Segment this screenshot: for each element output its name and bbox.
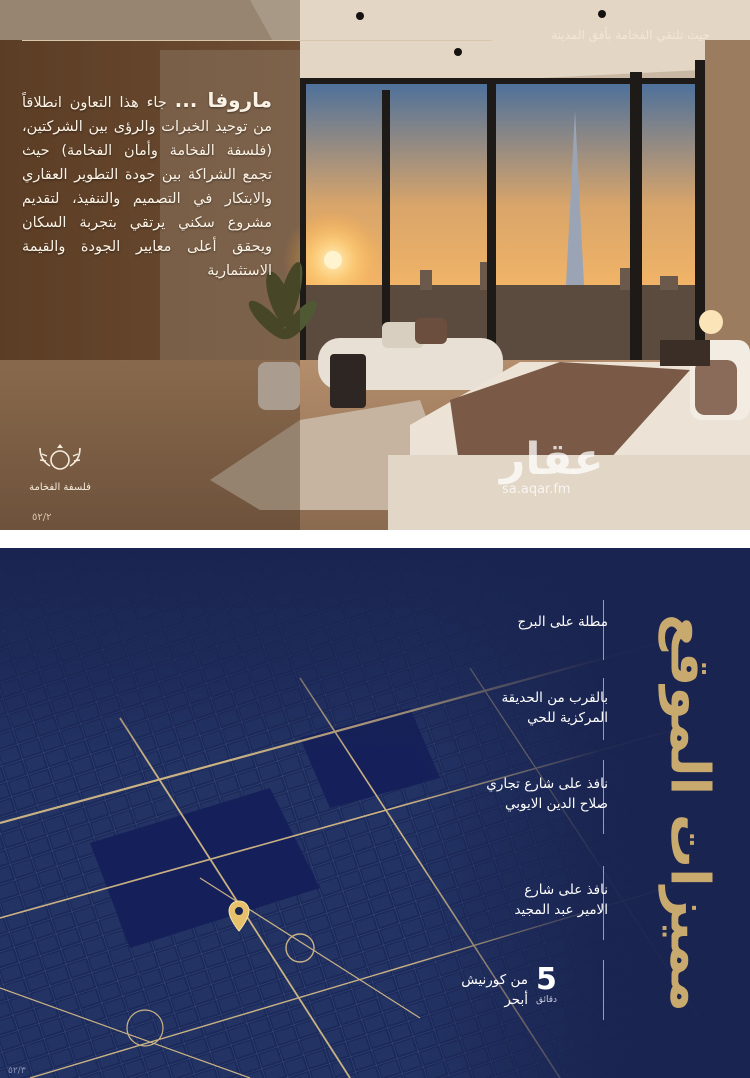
location-pin-icon bbox=[228, 900, 250, 932]
feature-text: بالقرب من الحديقة bbox=[501, 690, 608, 706]
feature-text: مطلة على البرج bbox=[517, 614, 608, 630]
location-features-panel bbox=[0, 548, 750, 1078]
feature-item-corniche bbox=[461, 970, 528, 1010]
section-title-vertical bbox=[655, 578, 725, 1048]
bedroom-photo-panel bbox=[0, 0, 750, 530]
tagline: حيث تلتقي الفخامة بأفق المدينة bbox=[551, 28, 710, 42]
intro-text: جاء هذا التعاون انطلاقاً من توحيد الخبرات والرؤى بين الشركتين، (فلسفة الفخامة وأمان الفخامة) حيث تجمع الشراكة بين جودة التطوير العقاري والابتكار في التصميم والتنفيذ، لتقديم مشروع سكني يرتقي بتجربة السكان ويحقق أعلى معايير الجودة والقيمة الاستثمارية bbox=[22, 95, 272, 279]
feature-text: المركزية للحي bbox=[527, 710, 608, 726]
city-map-illustration bbox=[0, 548, 750, 1078]
logo-text: فلسفة الفخامة bbox=[29, 482, 91, 493]
page-number: ٥٢/٢ bbox=[32, 512, 52, 523]
feature-text: الامير عبد المجيد bbox=[514, 902, 608, 918]
tagline-divider bbox=[22, 40, 492, 41]
watermark-logo-text: عقار bbox=[500, 434, 604, 485]
feature-item-park bbox=[501, 688, 608, 728]
feature-text: نافذ على شارع تجاري bbox=[486, 776, 608, 792]
feature-item-prince-street bbox=[514, 880, 608, 920]
feature-text: من كورنيش bbox=[461, 972, 528, 988]
brand-logo bbox=[28, 440, 92, 493]
feature-divider bbox=[603, 960, 604, 1020]
brand-name: ماروفا ... bbox=[174, 88, 272, 112]
page-number: ٥٢/٣ bbox=[8, 1066, 26, 1076]
corniche-minutes-value: 5 bbox=[536, 962, 557, 997]
watermark bbox=[500, 434, 604, 497]
laurel-crest-icon bbox=[34, 440, 86, 476]
feature-text: صلاح الدين الايوبي bbox=[505, 796, 608, 812]
feature-text: نافذ على شارع bbox=[524, 882, 608, 898]
intro-paragraph bbox=[22, 88, 272, 283]
feature-text: أبحر bbox=[504, 992, 528, 1008]
feature-item-tower bbox=[518, 612, 608, 632]
corniche-minutes-unit: دقائق bbox=[536, 995, 558, 1005]
watermark-url: sa.aqar.fm bbox=[502, 482, 571, 497]
feature-item-commercial-street bbox=[486, 774, 608, 814]
section-title: مميزات الموقع bbox=[658, 614, 722, 1012]
